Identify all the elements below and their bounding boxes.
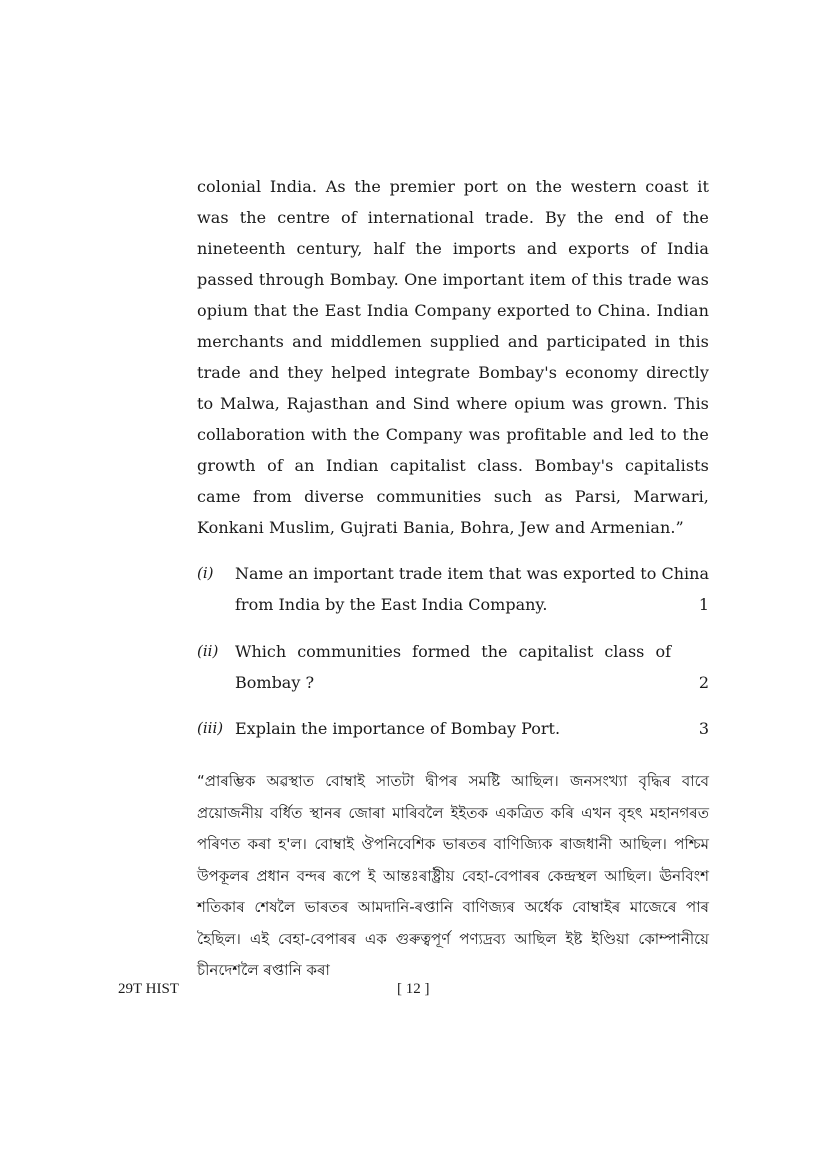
page-number: [ 12 ] — [397, 981, 430, 997]
question-text: Which communities formed the capitalist class of Bombay ? — [235, 642, 671, 692]
question-marks: 1 — [698, 595, 709, 614]
question-2 — [197, 636, 709, 698]
passage-text: colonial India. As the premier port on the western coast it was the centre of international trade. By the end of the nineteenth century, half the imports and exports of India passed through Bombay. One important item of this trade was opium that the East India Company exported to China. Indian merchants and middlemen supplied and participated in this trade and they helped integrate Bombay's economy directly to Malwa, Rajasthan and Sind where opium was grown. This collaboration with the Company was profitable and led to the growth of an Indian capitalist class. Bombay's capitalists came from diverse communities such as Parsi, Marwari, Konkani Muslim, Gujrati Bania, Bohra, Jew and Armenian.” — [197, 177, 709, 537]
assamese-passage-text: “প্ৰাৰম্ভিক অৱস্থাত বোম্বাই সাতটা দ্বীপৰ সমষ্টি আছিল। জনসংখ্যা বৃদ্ধিৰ বাবে প্ৰয়োজনীয় বৰ্ধিত স্থানৰ জোৰা মাৰিবলৈ ইইতক একত্ৰিত কৰি এখন বৃহৎ মহানগৰত পৰিণত কৰা হ'ল। বোম্বাই ঔপনিবেশিক ভাৰতৰ বাণিজ্যিক ৰাজধানী আছিল। পশ্চিম উপকূলৰ প্ৰধান বন্দৰ ৰূপে ই আন্তঃৰাষ্ট্ৰীয় বেহা-বেপাৰৰ কেন্দ্ৰস্থল আছিল। ঊনবিংশ শতিকাৰ শেষলৈ ভাৰতৰ আমদানি-ৰপ্তানি বাণিজ্যৰ অৰ্ধেক বোম্বাইৰ মাজেৰে পাৰ হৈছিল। এই বেহা-বেপাৰৰ এক গুৰুত্বপূৰ্ণ পণ্যদ্ৰব্য আছিল ইষ্ট ইণ্ডিয়া কোম্পানীয়ে চীনদেশলৈ ৰপ্তানি কৰা — [197, 772, 709, 979]
question-number: (ii) — [197, 642, 219, 660]
question-marks: 2 — [698, 673, 709, 692]
question-number: (i) — [197, 564, 214, 582]
question-1 — [197, 558, 709, 620]
question-marks: 3 — [698, 719, 709, 738]
paper-code: 29T HIST — [118, 981, 179, 997]
question-text: Explain the importance of Bombay Port. — [235, 719, 561, 738]
question-number: (iii) — [197, 719, 224, 737]
question-text: Name an important trade item that was exported to China from India by the East India Company. — [235, 564, 709, 614]
question-3 — [197, 713, 709, 744]
